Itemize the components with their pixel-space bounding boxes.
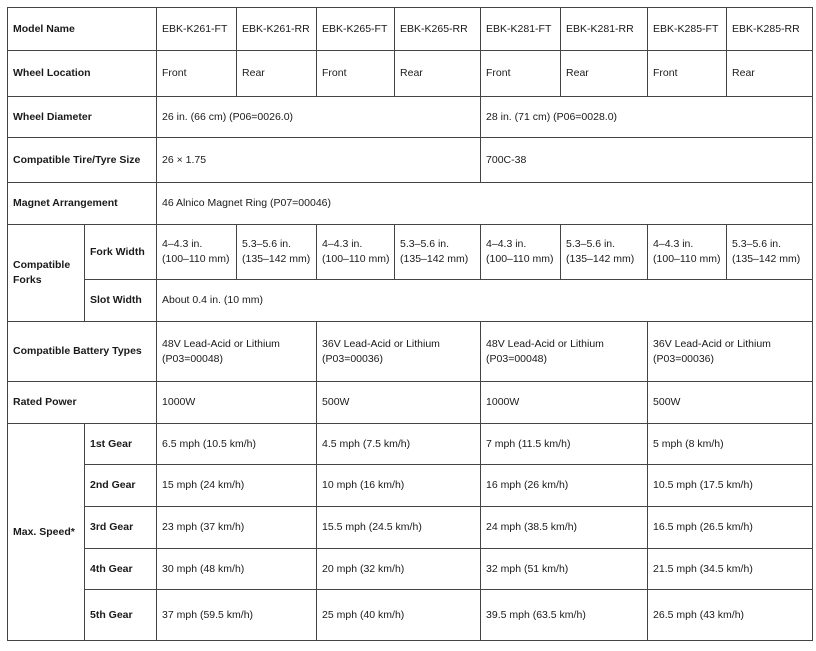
row-speed-3rd-gear bbox=[8, 507, 813, 549]
speed-cell: 24 mph (38.5 km/h) bbox=[481, 507, 648, 549]
battery-cell bbox=[317, 322, 481, 382]
battery-setting: (P03=00036) bbox=[322, 352, 384, 365]
fork-width-inches: 5.3–5.6 in. bbox=[400, 238, 450, 250]
speed-cell: 4.5 mph (7.5 km/h) bbox=[317, 424, 481, 465]
row-wheel-diameter bbox=[8, 97, 813, 138]
speed-cell: 39.5 mph (63.5 km/h) bbox=[481, 590, 648, 641]
row-rated-power bbox=[8, 382, 813, 424]
wheel-location-cell: Rear bbox=[561, 51, 648, 97]
fork-width-mm: (135–142 mm) bbox=[400, 253, 469, 265]
fork-width-inches: 4–4.3 in. bbox=[162, 238, 203, 250]
rated-power-cell: 500W bbox=[648, 382, 813, 424]
speed-cell: 37 mph (59.5 km/h) bbox=[157, 590, 317, 641]
speed-cell: 21.5 mph (34.5 km/h) bbox=[648, 549, 813, 590]
row-speed-2nd-gear bbox=[8, 465, 813, 507]
row-wheel-location bbox=[8, 51, 813, 97]
row-battery-types bbox=[8, 322, 813, 382]
model-cell: EBK-K261-FT bbox=[157, 8, 237, 51]
fork-width-mm: (135–142 mm) bbox=[566, 253, 635, 265]
label-gear: 4th Gear bbox=[85, 549, 157, 590]
rated-power-cell: 500W bbox=[317, 382, 481, 424]
battery-type: 48V Lead-Acid or Lithium bbox=[162, 337, 280, 350]
tire-size-cell: 26 × 1.75 bbox=[157, 138, 481, 183]
model-cell: EBK-K265-RR bbox=[395, 8, 481, 51]
fork-width-mm: (100–110 mm) bbox=[653, 253, 721, 265]
fork-width-inches: 5.3–5.6 in. bbox=[732, 238, 782, 250]
label-slot-width: Slot Width bbox=[85, 280, 157, 322]
speed-cell: 25 mph (40 km/h) bbox=[317, 590, 481, 641]
row-magnet-arrangement bbox=[8, 183, 813, 225]
speed-cell: 15 mph (24 km/h) bbox=[157, 465, 317, 507]
wheel-diameter-cell: 26 in. (66 cm) (P06=0026.0) bbox=[157, 97, 481, 138]
battery-setting: (P03=00048) bbox=[162, 352, 224, 365]
speed-cell: 26.5 mph (43 km/h) bbox=[648, 590, 813, 641]
wheel-location-cell: Front bbox=[648, 51, 727, 97]
fork-width-cell bbox=[561, 225, 648, 280]
speed-cell: 15.5 mph (24.5 km/h) bbox=[317, 507, 481, 549]
label-gear: 5th Gear bbox=[85, 590, 157, 641]
label-gear: 3rd Gear bbox=[85, 507, 157, 549]
label-gear: 2nd Gear bbox=[85, 465, 157, 507]
row-slot-width bbox=[8, 280, 813, 322]
row-speed-4th-gear bbox=[8, 549, 813, 590]
fork-width-inches: 5.3–5.6 in. bbox=[242, 238, 292, 250]
speed-cell: 23 mph (37 km/h) bbox=[157, 507, 317, 549]
model-cell: EBK-K281-RR bbox=[561, 8, 648, 51]
fork-width-inches: 4–4.3 in. bbox=[653, 238, 694, 250]
label-wheel-location: Wheel Location bbox=[8, 51, 157, 97]
fork-width-cell bbox=[157, 225, 237, 280]
wheel-location-cell: Front bbox=[317, 51, 395, 97]
specifications-table bbox=[7, 7, 813, 641]
label-tire-size: Compatible Tire/Tyre Size bbox=[8, 138, 157, 183]
fork-width-inches: 4–4.3 in. bbox=[322, 238, 363, 250]
fork-width-mm: (135–142 mm) bbox=[242, 253, 311, 265]
battery-setting: (P03=00048) bbox=[486, 352, 548, 365]
label-compatible-forks: Compatible Forks bbox=[8, 225, 85, 322]
speed-cell: 16.5 mph (26.5 km/h) bbox=[648, 507, 813, 549]
fork-width-cell bbox=[237, 225, 317, 280]
row-fork-width bbox=[8, 225, 813, 280]
wheel-location-cell: Front bbox=[157, 51, 237, 97]
speed-cell: 10.5 mph (17.5 km/h) bbox=[648, 465, 813, 507]
fork-width-inches: 5.3–5.6 in. bbox=[566, 238, 616, 250]
row-speed-1st-gear bbox=[8, 424, 813, 465]
speed-cell: 20 mph (32 km/h) bbox=[317, 549, 481, 590]
model-cell: EBK-K285-FT bbox=[648, 8, 727, 51]
speed-cell: 10 mph (16 km/h) bbox=[317, 465, 481, 507]
battery-type: 36V Lead-Acid or Lithium bbox=[653, 337, 771, 350]
row-model-name bbox=[8, 8, 813, 51]
magnet-arrangement-cell: 46 Alnico Magnet Ring (P07=00046) bbox=[157, 183, 813, 225]
label-model-name: Model Name bbox=[8, 8, 157, 51]
model-cell: EBK-K285-RR bbox=[727, 8, 813, 51]
speed-cell: 7 mph (11.5 km/h) bbox=[481, 424, 648, 465]
label-wheel-diameter: Wheel Diameter bbox=[8, 97, 157, 138]
speed-cell: 6.5 mph (10.5 km/h) bbox=[157, 424, 317, 465]
fork-width-mm: (100–110 mm) bbox=[322, 253, 390, 265]
battery-cell bbox=[481, 322, 648, 382]
speed-cell: 16 mph (26 km/h) bbox=[481, 465, 648, 507]
wheel-location-cell: Rear bbox=[395, 51, 481, 97]
label-magnet-arrangement: Magnet Arrangement bbox=[8, 183, 157, 225]
slot-width-cell: About 0.4 in. (10 mm) bbox=[157, 280, 813, 322]
model-cell: EBK-K281-FT bbox=[481, 8, 561, 51]
fork-width-mm: (135–142 mm) bbox=[732, 253, 801, 265]
fork-width-cell bbox=[481, 225, 561, 280]
speed-cell: 32 mph (51 km/h) bbox=[481, 549, 648, 590]
battery-setting: (P03=00036) bbox=[653, 352, 715, 365]
label-battery-types: Compatible Battery Types bbox=[8, 322, 157, 382]
label-gear: 1st Gear bbox=[85, 424, 157, 465]
rated-power-cell: 1000W bbox=[481, 382, 648, 424]
wheel-diameter-cell: 28 in. (71 cm) (P06=0028.0) bbox=[481, 97, 813, 138]
battery-cell bbox=[648, 322, 813, 382]
battery-type: 48V Lead-Acid or Lithium bbox=[486, 337, 604, 350]
battery-type: 36V Lead-Acid or Lithium bbox=[322, 337, 440, 350]
battery-cell bbox=[157, 322, 317, 382]
tire-size-cell: 700C-38 bbox=[481, 138, 813, 183]
fork-width-inches: 4–4.3 in. bbox=[486, 238, 527, 250]
speed-cell: 30 mph (48 km/h) bbox=[157, 549, 317, 590]
wheel-location-cell: Rear bbox=[727, 51, 813, 97]
fork-width-cell bbox=[727, 225, 813, 280]
fork-width-mm: (100–110 mm) bbox=[486, 253, 554, 265]
fork-width-cell bbox=[648, 225, 727, 280]
fork-width-cell bbox=[317, 225, 395, 280]
label-fork-width: Fork Width bbox=[85, 225, 157, 280]
model-cell: EBK-K261-RR bbox=[237, 8, 317, 51]
model-cell: EBK-K265-FT bbox=[317, 8, 395, 51]
row-speed-5th-gear bbox=[8, 590, 813, 641]
label-max-speed: Max. Speed* bbox=[8, 424, 85, 641]
row-tire-size bbox=[8, 138, 813, 183]
wheel-location-cell: Rear bbox=[237, 51, 317, 97]
rated-power-cell: 1000W bbox=[157, 382, 317, 424]
fork-width-mm: (100–110 mm) bbox=[162, 253, 230, 265]
label-rated-power: Rated Power bbox=[8, 382, 157, 424]
speed-cell: 5 mph (8 km/h) bbox=[648, 424, 813, 465]
wheel-location-cell: Front bbox=[481, 51, 561, 97]
fork-width-cell bbox=[395, 225, 481, 280]
